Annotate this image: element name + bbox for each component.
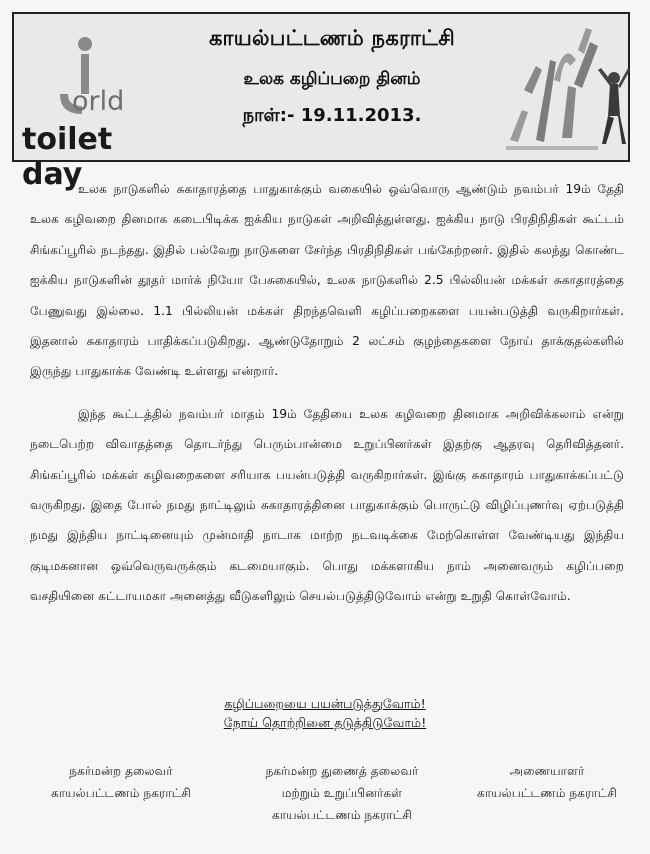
signatory-line: காயல்பட்டணம் நகராட்சி xyxy=(51,786,191,800)
signatory-line: காயல்பட்டணம் நகராட்சி xyxy=(477,786,617,800)
signatory-line: நகர்மன்ற துணைத் தலைவர் xyxy=(265,764,419,778)
slogans xyxy=(0,694,650,732)
signatory-line: காயல்பட்டணம் நகராட்சி xyxy=(272,808,412,822)
paragraph-1: உலக நாடுகளில் சுகாதாரத்தை பாதுகாக்கும் வகையில் ஒவ்வொரு ஆண்டும் நவம்பர் 19ம் தேதி உலக கழிவறை தினமாக கடைபிடிக்க ஐக்கிய நாடுகள் அறிவித்துள்ளது. ஐக்கிய நாடு பிரதிநிதிகள் கூட்டம் சிங்கப்பூரில் நடந்தது. இதில் பல்வேறு நாடுகளை சேர்ந்த பிரதிநிதிகள் பங்கேற்றனர். இதில் கலந்து கொண்ட ஐக்கிய நாடுகளின் தூதர் மார்க் நியோ பேசுகையில், உலக நாடுகளில் 2.5 பில்லியன் மக்கள் சுகாதாரத்தை பேணுவது இல்லை. 1.1 பில்லியன் மக்கள் திறந்தவெளி கழிப்பறைகளை பயன்படுத்தி வருகிறார்கள். இதனால் சுகாதாரம் பாதிக்கப்படுகிறது. ஆண்டுதோறும் 2 லட்சம் குழந்தைகளை நோய் தாக்குதல்களில் இருந்து பாதுகாக்க வேண்டி உள்ளது என்றார். xyxy=(30,182,624,379)
logo-toilet-day-text: toilet day xyxy=(22,122,113,192)
slogan-1: கழிப்பறையை பயன்படுத்துவோம்! xyxy=(224,696,426,711)
world-toilet-day-logo xyxy=(16,18,166,192)
signatory-chairman xyxy=(26,760,216,804)
slogan-2: நோய் தொற்றினை தடுத்திடுவோம்! xyxy=(223,715,427,730)
logo-world-text: orld xyxy=(72,86,125,117)
article-body xyxy=(30,174,624,612)
paragraph-2: இந்த கூட்டத்தில் நவம்பர் மாதம் 19ம் தேதியை உலக கழிவறை தினமாக அறிவிக்கலாம் என்று நடைபெற்ற விவாதத்தை தொடர்ந்து பெரும்பான்மை உறுப்பினர்கள் இதற்கு ஆதரவு தெரிவித்தனர். சிங்கப்பூரில் மக்கள் கழிவறைகளை சரியாக பயன்படுத்தி வருகிறார்கள். இங்கு சுகாதாரம் பாதுகாக்கப்பட்டு வருகிறது. இதை போல் நமது நாட்டிலும் சுகாதாரத்தினை பாதுகாக்கும் பொருட்டு விழிப்புணர்வு ஏற்படுத்தி நமது இந்திய நாட்டினையும் முன்மாதி நாடாக மாற்ற நடவடிக்கை மேற்கொள்ள வேண்டியது இந்திய குடிமகனான ஒவ்வெருவருக்கும் கடமையாகும். பொது மக்களாகிய நாம் அனைவரும் கழிப்பறை வசதியினை கட்டாயமகா அனைத்து வீடுகளிலும் செயல்படுத்திடுவோம் என்று உறுதி கொள்வோம். xyxy=(30,406,624,604)
event-title: உலக கழிப்பறை தினம் xyxy=(243,69,421,89)
signatory-line: அணையாளர் xyxy=(509,764,585,778)
header-titles xyxy=(172,22,492,128)
event-date: நாள்:- 19.11.2013. xyxy=(242,105,422,126)
toilet-day-artwork xyxy=(502,20,630,158)
signatory-line: மற்றும் உறுப்பினர்கள் xyxy=(281,786,403,800)
header-banner xyxy=(12,12,630,192)
signatory-vice-chairman xyxy=(232,760,452,826)
municipality-title: காயல்பட்டணம் நகராட்சி xyxy=(209,26,455,50)
signatory-line: நகர்மன்ற தலைவர் xyxy=(69,764,173,778)
signatory-commissioner xyxy=(452,760,642,804)
